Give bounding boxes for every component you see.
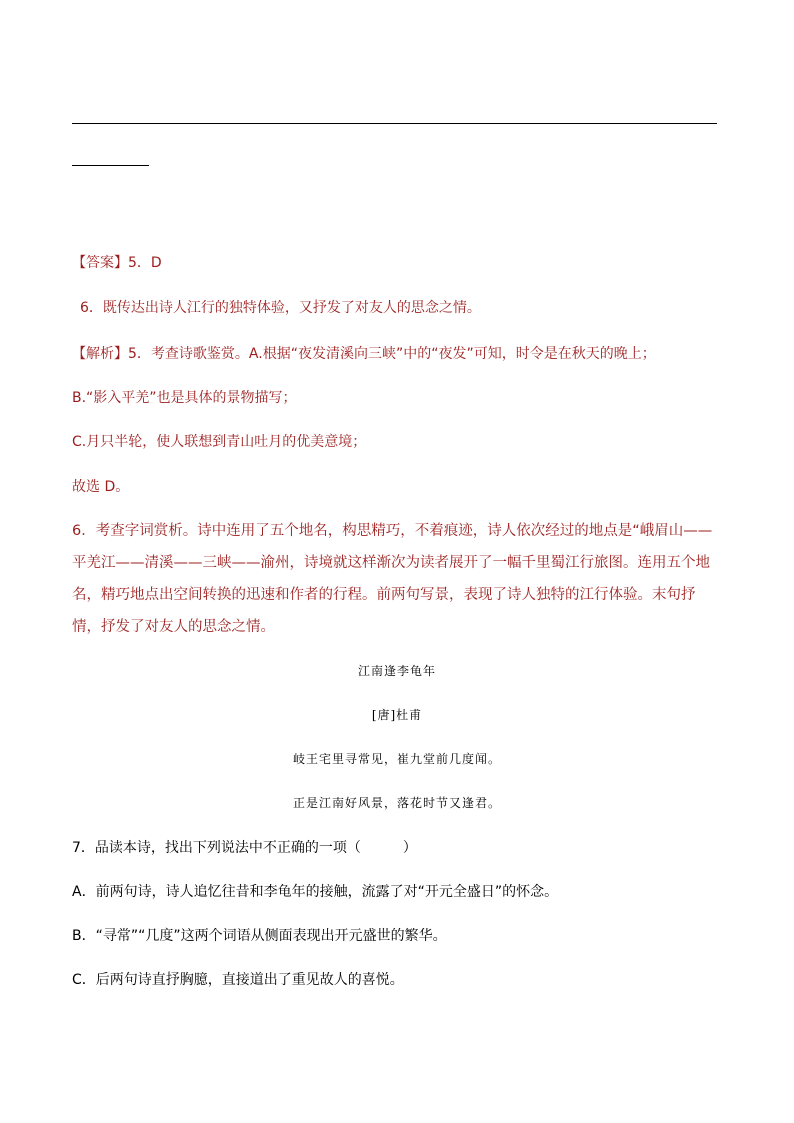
- answer-line: [72, 253, 722, 273]
- answer-tag: 【答案】: [72, 255, 128, 271]
- analysis-para-6: 6．考查字词赏析。诗中连用了五个地名，构思精巧，不着痕迹，诗人依次经过的地点是“峨眉山——平羌江——清溪——三峡——渝州，诗境就这样渐次为读者展开了一幅千里蜀江行旅图。连用五个地名，精巧地点出空间转换的迅速和作者的行程。前两句写景，表现了诗人独特的江行体验。末句抒情，抒发了对友人的思念之情。: [72, 523, 713, 635]
- header-rule: [72, 123, 717, 124]
- analysis-line-4: 故选 D。: [72, 479, 130, 495]
- poem-line-2: 正是江南好风景，落花时节又逢君。: [292, 796, 501, 810]
- question-7-option-b: B．“寻常”“几度”这两个词语从侧面表现出开元盛世的繁华。: [72, 928, 447, 944]
- poem-line-1: 岐王宅里寻常见，崔九堂前几度闻。: [292, 752, 501, 766]
- analysis-text-1: 5．考查诗歌鉴赏。A.根据“夜发清溪向三峡”中的“夜发”可知，时令是在秋天的晚上；: [128, 346, 656, 362]
- short-rule: [72, 165, 149, 166]
- analysis-tag: 【解析】: [72, 346, 128, 362]
- question-7-option-c: C．后两句诗直抒胸臆，直接道出了重见故人的喜悦。: [72, 972, 404, 988]
- answer-6: 6．既传达出诗人江行的独特体验，又抒发了对友人的思念之情。: [80, 300, 481, 316]
- analysis-line-3: C.月只半轮，使人联想到青山吐月的优美意境；: [72, 434, 367, 450]
- poem-title: 江南逢李龟年: [357, 664, 436, 678]
- analysis-line-1: [72, 344, 722, 364]
- question-7-stem: 7．品读本诗，找出下列说法中不正确的一项（ ）: [72, 840, 417, 856]
- poem-author: [唐]杜甫: [371, 708, 423, 722]
- answer-text: 5．D: [128, 255, 162, 271]
- question-7-option-a: A．前两句诗，诗人追忆往昔和李龟年的接触，流露了对“开元全盛日”的怀念。: [72, 884, 559, 900]
- analysis-line-2: B.“影入平羌”也是具体的景物描写；: [72, 390, 297, 406]
